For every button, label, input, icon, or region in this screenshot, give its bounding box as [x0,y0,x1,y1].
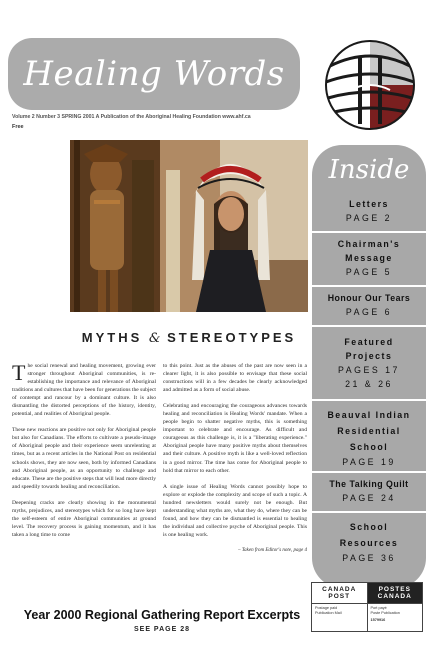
feature-title-part-a: MYTHS [81,330,143,345]
toc-item-label: Chairman's Message [337,239,401,263]
toc-divider [312,231,426,233]
masthead-banner [8,38,300,110]
postage-paid-kind: Publication Mail [315,611,342,615]
article-paragraph [12,362,156,418]
toc-item-page-extra: 21 & 26 [345,379,393,389]
article-paragraph-text: he social renewal and healing movement, growing ever stronger throughout Aboriginal communities, is re-establishing the importance and relevance of Aboriginal traditions and cultures that have been for generations the subject of contempt and rancour by a dominant culture. It is also dismantling the distorted perceptions of the history, identity, potential, and realities of Aboriginal people. [12,363,156,418]
cover-photo-illustration [70,140,308,312]
toc-item-label: School Resources [339,522,399,548]
toc-item-page: PAGE 24 [342,493,396,503]
postage-header [312,583,422,603]
report-page-ref[interactable]: SEE PAGE 28 [133,626,190,633]
postage-details [312,603,422,632]
toc-item-talking-quilt[interactable] [312,477,426,505]
toc-item-page: PAGES 17 [338,365,400,375]
article-paragraph: Deepening cracks are clearly showing in the monumental myths, prejudices, and stereotypes which for so long have kept the self-esteem of entire Aboriginal communities at ground level. The recovery process is gaining momentum, and it has taken a long time to come [12,499,156,538]
inside-sidebar [312,145,426,588]
toc-item-label: Honour Our Tears [327,293,411,303]
postage-post: POST [328,593,351,600]
toc-item-page: PAGE 36 [342,553,396,563]
postage-paid-fr [368,604,423,632]
issue-info-line: Volume 2 Number 3 SPRING 2001 A Publication of the Aboriginal Healing Foundation www.ahf.ca [12,114,251,120]
postage-paid-label: Postage paid [315,606,338,610]
toc-item-label: The Talking Quilt [329,479,409,489]
feature-title-part-b: STEREOTYPES [167,330,297,345]
postage-indicia [311,582,423,632]
toc-item-chairmans-message[interactable] [312,237,426,279]
inside-title: Inside [328,155,410,185]
toc-item-page: PAGE 2 [345,213,393,223]
toc-item-label: Letters [349,199,389,209]
price-label: Free [12,124,24,130]
toc-item-label: Featured Projects [344,337,394,361]
postage-postes-canada [368,583,423,603]
postage-canada-post [312,583,368,603]
cover-photo [70,140,308,312]
toc-item-featured-projects[interactable] [312,335,426,391]
article-paragraph: to this point. Just as the abuses of the past are now seen in a clearer light, it is also possible to envisage that these social constructions will in a few decades be clearly acknowledged and admitted as a form of social abuse. [163,363,307,394]
postage-postes: POSTES [378,586,411,593]
article-paragraph: These new reactions are positive not only for Aboriginal people but also for Canadians. The efforts to cultivate a pseudo-image of Aboriginal people and their experience seem unrelenting at times, but as a recent articles in the National Post on residential schools shows, they are now seen, both by informed Canadians and Aboriginal people, as an opportunity to challenge and educate. These are the positive steps that will lead more directly and speedily towards healing and reconciliation. [12,427,156,490]
toc-item-letters[interactable] [312,197,426,225]
postage-permit-number: 1579916 [370,618,386,622]
toc-divider [312,325,426,327]
article-column-left [12,362,156,547]
postage-canada-fr: CANADA [377,593,412,600]
postage-canada: CANADA [322,586,357,593]
toc-divider [312,511,426,513]
toc-item-page: PAGE 6 [345,307,393,317]
postage-paid-label-fr: Port payé [370,606,387,610]
feature-title-ampersand: & [148,331,161,346]
toc-divider [312,399,426,401]
article-paragraph: A single issue of Healing Words cannot possibly hope to explore or explode the complexity and scope of such a topic. A hundred newsletters would surely not be enough. But understanding what myths are, what they do, where they can be found, and how they can be dismantled is essential to healing the individual and collective psyche of Aboriginal people. This is one healing work. [163,483,307,538]
article-paragraph: Celebrating and encouraging the courageous advances towards healing and reconciliation is Healing Words' mandate. When a people begin to shatter negative myths, this is something important to celebrate and encourage. As difficult and courageous as this challenge is, it is a "liberating experience." Aboriginal people have many positive myths about themselves and their culture. A positive myth is like a well-loved reflection in a good mirror. The time has come for Aboriginal people to hold that mirror to each other. [163,403,307,474]
drop-cap: T [12,360,26,385]
toc-item-page: PAGE 19 [342,457,396,467]
postage-paid-en [312,604,368,632]
toc-divider [312,471,426,473]
toc-divider [312,285,426,287]
masthead-title: Healing Words [23,54,285,94]
postage-paid-kind-fr: Poste Publication [370,611,400,615]
toc-item-page: PAGE 5 [345,267,393,277]
report-headline[interactable]: Year 2000 Regional Gathering Report Excerpts [23,608,301,622]
article-credit: – Taken from Editor's note, page 4 [238,547,307,553]
foundation-logo [314,36,426,134]
toc-item-label: Beauval Indian Residential School [327,410,411,452]
toc-item-honour-our-tears[interactable] [312,291,426,319]
toc-item-beauval-school[interactable] [312,407,426,469]
article-column-right [163,362,307,563]
feature-title [70,330,308,346]
toc-item-school-resources[interactable] [312,519,426,565]
